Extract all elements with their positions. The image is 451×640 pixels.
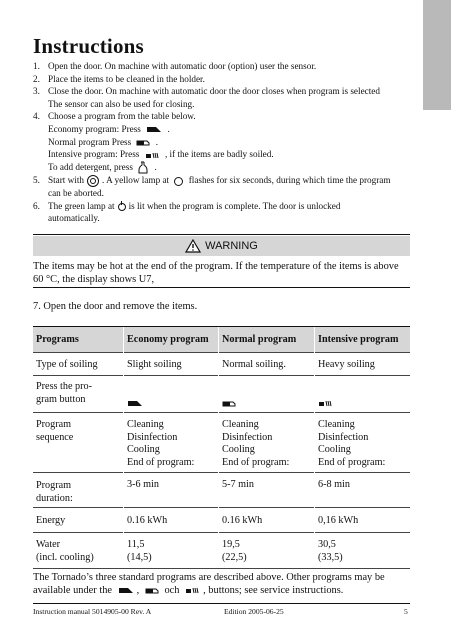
warning-text: The items may be hot at the end of the program. If the temperature of the items is above 60 °C, the display shows U7,: [33, 261, 399, 285]
intensive-line: Intensive program: Press , if the items are badly soiled.: [48, 149, 274, 160]
table-header-row: [33, 327, 410, 353]
header-economy: Economy program: [124, 327, 219, 353]
normal-program-icon: [222, 399, 236, 408]
step-3: 3. Close the door. On machine with automatic door the door closes when program is selected The sensor can also be used for closing.: [33, 86, 380, 109]
green-lamp-icon: [118, 203, 126, 211]
page-title: Instructions: [33, 34, 144, 58]
step-7: 7. Open the door and remove the items.: [33, 301, 198, 312]
normal-line: Normal program Press .: [48, 136, 159, 147]
instruction-steps: [33, 60, 413, 225]
page-tab-marker: [423, 0, 451, 110]
table-row: Program duration: 3-6 min 5-7 min 6-8 min: [33, 473, 410, 508]
intensive-program-icon: [145, 151, 160, 160]
table-row: Type of soiling Slight soiling Normal soiling. Heavy soiling: [33, 353, 410, 376]
warning-label: WARNING: [205, 240, 258, 252]
footer-manual: Instruction manual 5014905-00 Rev. A: [33, 607, 152, 616]
footer-edition: Edition 2005-06-25: [224, 607, 284, 616]
yellow-lamp-icon: [174, 177, 183, 186]
intensive-program-icon: [318, 399, 333, 408]
detergent-icon: [138, 161, 149, 174]
table-row: Water (incl. cooling) 11,5 (14,5) 19,5 (22,5) 30,5 (33,5): [33, 533, 410, 569]
intensive-program-icon: [185, 586, 200, 595]
step-1: 1. Open the door. On machine with automatic door (option) user the sensor.: [33, 61, 317, 71]
table-row: Energy 0.16 kWh 0.16 kWh 0,16 kWh: [33, 508, 410, 533]
header-intensive: Intensive program: [315, 327, 411, 353]
start-icon: [87, 175, 99, 187]
step-4: 4. Choose a program from the table below.: [33, 111, 196, 122]
page-number: 5: [404, 607, 408, 616]
divider: [33, 234, 410, 235]
warning-triangle-icon: [185, 239, 201, 253]
detergent-line: To add detergent, press .: [33, 161, 413, 174]
normal-program-icon: [145, 586, 159, 595]
header-normal: Normal program: [219, 327, 315, 353]
program-table: [33, 326, 410, 569]
header-programs: Programs: [33, 327, 124, 353]
programs-note: The Tornado’s three standard programs are described above. Other programs may be available under the , och , buttons; see service instructions.: [33, 572, 385, 596]
step-5: 5. Start with . A yellow lamp at flashes for six seconds, during which time the program can be aborted.: [33, 175, 391, 199]
table-row: Program sequence Cleaning Disinfection Cooling End of program: Cleaning Disinfection Cooling End of program: Cleaning Disinfection Cooling End of program:: [33, 413, 410, 473]
table-row: Press the pro- gram button: [33, 376, 410, 413]
step-2: 2. Place the items to be cleaned in the holder.: [33, 73, 205, 84]
economy-line: Economy program: Press .: [48, 123, 170, 134]
step-6: 6. The green lamp at is lit when the program is complete. The door is unlocked automatically.: [33, 200, 341, 224]
warning-bar: [33, 236, 410, 256]
divider: [33, 287, 410, 288]
economy-program-icon: [118, 586, 134, 595]
economy-program-icon: [127, 399, 143, 408]
normal-program-icon: [136, 138, 150, 147]
footer-divider: [33, 603, 410, 604]
economy-program-icon: [146, 125, 162, 134]
